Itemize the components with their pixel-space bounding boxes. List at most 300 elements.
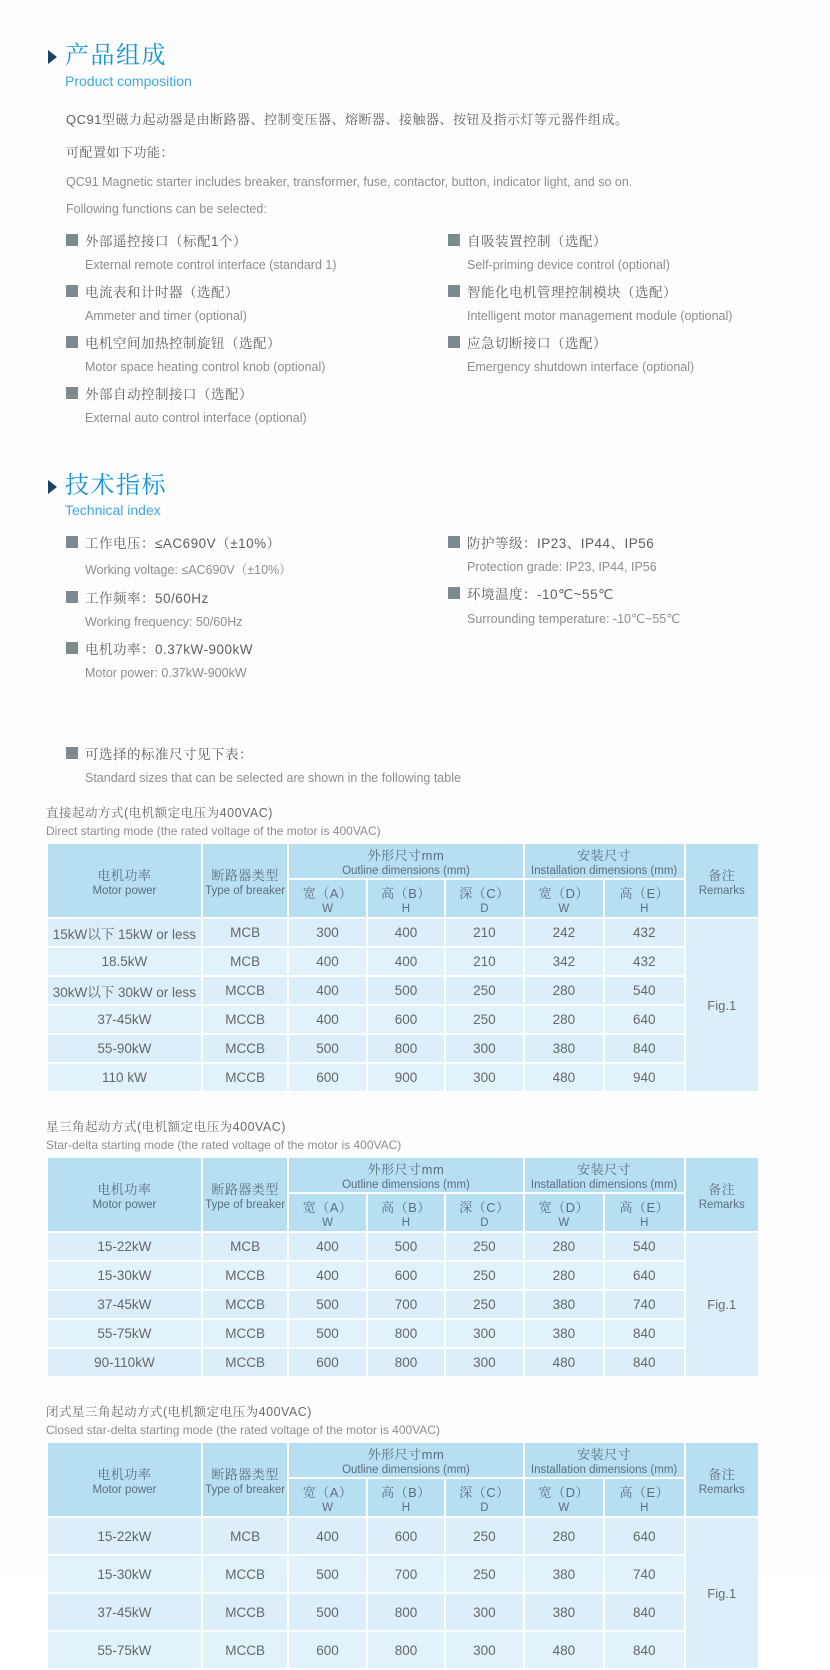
group-installation-dimensions-zh: 安装尺寸 <box>577 848 632 864</box>
cell-dimension: 500 <box>289 1556 365 1592</box>
note-text-en: Standard sizes that can be selected are shown in the following table <box>85 771 461 786</box>
cell-dimension: 600 <box>289 1064 365 1091</box>
subcol-D-en: D <box>480 1216 489 1229</box>
spec-item <box>448 532 830 574</box>
subcol-W-zh: 宽（D） <box>538 1199 590 1215</box>
spec-line-zh <box>66 587 448 607</box>
cell-dimension: 740 <box>605 1556 683 1592</box>
group-outline-dimensions-en: Outline dimensions (mm) <box>342 1179 470 1192</box>
section-arrow-icon <box>48 480 57 494</box>
col-motor-power-zh: 电机功率 <box>97 867 152 883</box>
feature-column-right <box>448 230 830 434</box>
cell-dimension: 500 <box>289 1035 365 1062</box>
cell-breaker-type: MCCB <box>203 1006 287 1033</box>
cell-dimension: 800 <box>368 1594 444 1630</box>
col-breaker-type-en: Type of breaker <box>205 884 286 897</box>
cell-dimension: 300 <box>446 1320 522 1347</box>
bullet-square-icon <box>66 336 78 348</box>
subcol-D-zh: 深（C） <box>459 1484 510 1500</box>
col-remarks-en: Remarks <box>698 1198 745 1211</box>
cell-motor-power: 15kW以下 15kW or less <box>48 919 201 946</box>
col-motor-power-en: Motor power <box>92 1198 157 1211</box>
spec-text-en: Protection grade: IP23, IP44, IP56 <box>467 560 657 575</box>
feature-text-zh: 应急切断接口（选配） <box>467 335 607 351</box>
cell-dimension: 250 <box>446 1518 522 1554</box>
group-installation-dimensions-en: Installation dimensions (mm) <box>530 1179 678 1192</box>
section-title-zh: 产品组成 <box>65 42 167 69</box>
cell-dimension: 250 <box>446 1291 522 1318</box>
intro-paragraph-en: QC91 Magnetic starter includes breaker, transformer, fuse, contactor, button, indicator light, and so on. <box>66 174 633 189</box>
bullet-square-icon <box>66 387 78 399</box>
subcol-H-en: H <box>401 902 411 915</box>
subcol-H-en: H <box>401 1216 411 1229</box>
section-arrow-icon <box>48 50 57 64</box>
col-motor-power-zh: 电机功率 <box>97 1181 152 1197</box>
cell-dimension: 400 <box>289 1518 365 1554</box>
subcol-D <box>446 1194 522 1231</box>
cell-dimension: 250 <box>446 1006 522 1033</box>
feature-text-zh: 自吸装置控制（选配） <box>467 233 607 249</box>
col-motor-power <box>48 1443 201 1516</box>
feature-item <box>448 230 830 272</box>
col-remarks <box>686 1443 758 1516</box>
table-row <box>48 1556 758 1592</box>
spec-text-en: Working voltage: ≤AC690V（±10%） <box>85 563 292 578</box>
group-installation-dimensions <box>525 844 684 878</box>
cell-motor-power: 55-75kW <box>48 1320 201 1347</box>
group-installation-dimensions <box>525 1443 684 1477</box>
col-remarks-zh: 备注 <box>708 1466 736 1482</box>
cell-dimension: 210 <box>446 948 522 975</box>
dimension-table-block <box>46 1117 830 1378</box>
cell-dimension: 540 <box>605 977 683 1004</box>
group-installation-dimensions-zh: 安装尺寸 <box>577 1447 632 1463</box>
feature-line-zh <box>448 281 830 301</box>
cell-motor-power: 90-110kW <box>48 1349 201 1376</box>
subcol-W-en: W <box>558 1501 570 1514</box>
group-installation-dimensions-zh: 安装尺寸 <box>577 1162 632 1178</box>
group-outline-dimensions-en: Outline dimensions (mm) <box>342 1464 470 1477</box>
subcol-W-zh: 宽（D） <box>538 885 590 901</box>
subcol-D <box>446 1479 522 1516</box>
cell-dimension: 380 <box>525 1556 603 1592</box>
col-remarks-zh: 备注 <box>708 1181 736 1197</box>
group-installation-dimensions-en: Installation dimensions (mm) <box>530 865 678 878</box>
cell-dimension: 400 <box>368 919 444 946</box>
cell-motor-power: 15-30kW <box>48 1262 201 1289</box>
subcol-H <box>605 1479 683 1516</box>
spec-text-en: Surrounding temperature: -10℃~55℃ <box>467 612 681 627</box>
table-row <box>48 948 758 975</box>
subcol-W-en: W <box>558 902 570 915</box>
group-installation-dimensions <box>525 1158 684 1192</box>
cell-dimension: 840 <box>605 1632 683 1668</box>
feature-line-zh <box>66 332 448 352</box>
subcol-W-en: W <box>322 1501 333 1514</box>
table-row <box>48 1632 758 1668</box>
cell-dimension: 242 <box>525 919 603 946</box>
feature-text-zh: 智能化电机管理控制模块（选配） <box>467 284 677 300</box>
feature-text-en: Emergency shutdown interface (optional) <box>467 359 695 374</box>
feature-item <box>448 332 830 374</box>
feature-text-zh: 电流表和计时器（选配） <box>85 284 239 300</box>
cell-breaker-type: MCCB <box>203 1064 287 1091</box>
cell-dimension: 400 <box>368 948 444 975</box>
subcol-W-en: W <box>322 902 333 915</box>
col-breaker-type <box>203 844 287 917</box>
cell-motor-power: 30kW以下 30kW or less <box>48 977 201 1004</box>
feature-line-zh <box>66 383 448 403</box>
cell-dimension: 500 <box>368 977 444 1004</box>
cell-motor-power: 15-22kW <box>48 1518 201 1554</box>
bullet-square-icon <box>66 747 78 759</box>
table-row <box>48 1594 758 1630</box>
cell-dimension: 640 <box>605 1006 683 1033</box>
subcol-H-zh: 高（E） <box>619 1199 670 1215</box>
table-row <box>48 919 758 946</box>
cell-dimension: 800 <box>368 1349 444 1376</box>
table-row <box>48 1006 758 1033</box>
feature-columns <box>66 230 830 434</box>
dimension-table-block <box>46 803 830 1093</box>
subcol-W-zh: 宽（A） <box>302 885 353 901</box>
cell-dimension: 600 <box>368 1518 444 1554</box>
bullet-square-icon <box>66 591 78 603</box>
cell-dimension: 400 <box>289 948 365 975</box>
cell-breaker-type: MCB <box>203 919 287 946</box>
cell-dimension: 250 <box>446 1556 522 1592</box>
section-product-composition <box>0 0 830 434</box>
cell-dimension: 480 <box>525 1632 603 1668</box>
spec-line-zh <box>448 532 830 552</box>
feature-text-en: Self-priming device control (optional) <box>467 257 670 272</box>
feature-line-zh <box>448 332 830 352</box>
feature-item <box>66 230 448 272</box>
spec-item <box>66 587 448 629</box>
cell-dimension: 640 <box>605 1262 683 1289</box>
cell-motor-power: 15-22kW <box>48 1233 201 1260</box>
cell-dimension: 250 <box>446 977 522 1004</box>
table-body <box>48 919 758 1091</box>
cell-breaker-type: MCCB <box>203 1262 287 1289</box>
subcol-W <box>525 1194 603 1231</box>
cell-dimension: 840 <box>605 1349 683 1376</box>
cell-motor-power: 55-90kW <box>48 1035 201 1062</box>
subcol-H <box>368 880 444 917</box>
subcol-W <box>525 1479 603 1516</box>
table-body <box>48 1518 758 1668</box>
cell-dimension: 250 <box>446 1233 522 1260</box>
dimension-table <box>46 1441 760 1670</box>
cell-dimension: 600 <box>368 1262 444 1289</box>
feature-item <box>448 281 830 323</box>
subcol-H-zh: 高（E） <box>619 885 670 901</box>
subcol-H <box>605 1194 683 1231</box>
cell-dimension: 432 <box>605 948 683 975</box>
cell-dimension: 380 <box>525 1291 603 1318</box>
subcol-W <box>289 1194 365 1231</box>
section-header <box>48 472 830 519</box>
col-motor-power-en: Motor power <box>92 884 157 897</box>
subcol-H-zh: 高（B） <box>381 1199 431 1215</box>
cell-breaker-type: MCB <box>203 1233 287 1260</box>
table-row <box>48 977 758 1004</box>
bullet-square-icon <box>66 234 78 246</box>
group-outline-dimensions <box>289 844 522 878</box>
feature-text-en: External auto control interface (optional) <box>85 410 307 425</box>
cell-dimension: 640 <box>605 1518 683 1554</box>
cell-breaker-type: MCCB <box>203 1035 287 1062</box>
subcol-W <box>289 880 365 917</box>
cell-breaker-type: MCCB <box>203 1594 287 1630</box>
table-row <box>48 1035 758 1062</box>
cell-remark-figure: Fig.1 <box>686 1518 758 1668</box>
cell-dimension: 342 <box>525 948 603 975</box>
subcol-H-en: H <box>401 1501 411 1514</box>
col-motor-power-zh: 电机功率 <box>97 1466 152 1482</box>
cell-dimension: 900 <box>368 1064 444 1091</box>
subcol-D-zh: 深（C） <box>459 885 510 901</box>
col-breaker-type <box>203 1443 287 1516</box>
feature-column-left <box>66 230 448 434</box>
cell-dimension: 280 <box>525 1518 603 1554</box>
dimension-table <box>46 1156 760 1378</box>
section-header <box>48 42 830 89</box>
subcol-W <box>525 880 603 917</box>
cell-dimension: 300 <box>446 1035 522 1062</box>
col-breaker-type-en: Type of breaker <box>205 1483 286 1496</box>
cell-dimension: 400 <box>289 1006 365 1033</box>
table-row <box>48 1320 758 1347</box>
spec-text-zh: 工作频率：50/60Hz <box>85 591 209 607</box>
feature-item <box>66 383 448 425</box>
cell-breaker-type: MCCB <box>203 977 287 1004</box>
cell-dimension: 800 <box>368 1632 444 1668</box>
col-breaker-type-zh: 断路器类型 <box>211 1466 279 1482</box>
cell-dimension: 300 <box>446 1632 522 1668</box>
cell-dimension: 300 <box>446 1594 522 1630</box>
col-breaker-type-en: Type of breaker <box>205 1198 286 1211</box>
table-caption-en: Direct starting mode (the rated voltage of the motor is 400VAC) <box>46 824 381 839</box>
col-breaker-type-zh: 断路器类型 <box>211 1181 279 1197</box>
group-outline-dimensions-zh: 外形尺寸mm <box>367 848 445 864</box>
spec-column-left <box>66 532 448 689</box>
subcol-H-en: H <box>640 1216 649 1229</box>
dimension-tables-area <box>0 803 830 1670</box>
cell-dimension: 380 <box>525 1594 603 1630</box>
cell-dimension: 400 <box>289 1233 365 1260</box>
table-head <box>48 844 758 917</box>
bullet-square-icon <box>448 285 460 297</box>
subcol-H <box>368 1194 444 1231</box>
section-title-group <box>65 472 167 519</box>
section-title-group <box>65 42 192 89</box>
cell-breaker-type: MCCB <box>203 1632 287 1668</box>
bullet-square-icon <box>448 536 460 548</box>
cell-dimension: 210 <box>446 919 522 946</box>
standard-sizes-note <box>66 743 830 785</box>
spec-text-zh: 电机功率：0.37kW-900kW <box>85 642 254 658</box>
subcol-D-zh: 深（C） <box>459 1199 510 1215</box>
cell-dimension: 500 <box>289 1594 365 1630</box>
cell-dimension: 380 <box>525 1035 603 1062</box>
cell-motor-power: 37-45kW <box>48 1594 201 1630</box>
col-motor-power <box>48 844 201 917</box>
cell-dimension: 840 <box>605 1320 683 1347</box>
feature-item <box>66 281 448 323</box>
spec-item <box>66 638 448 680</box>
cell-breaker-type: MCCB <box>203 1320 287 1347</box>
intro-paragraph-en: Following functions can be selected: <box>66 201 267 216</box>
table-row <box>48 1518 758 1554</box>
spec-column-right <box>448 532 830 689</box>
note-line-zh <box>66 743 830 763</box>
group-outline-dimensions-en: Outline dimensions (mm) <box>342 865 470 878</box>
bullet-square-icon <box>448 587 460 599</box>
table-row <box>48 1233 758 1260</box>
table-row <box>48 1349 758 1376</box>
subcol-W-en: W <box>322 1216 333 1229</box>
col-motor-power-en: Motor power <box>92 1483 157 1496</box>
cell-dimension: 480 <box>525 1064 603 1091</box>
header-row-groups <box>48 844 758 878</box>
cell-motor-power: 37-45kW <box>48 1291 201 1318</box>
cell-motor-power: 37-45kW <box>48 1006 201 1033</box>
intro-paragraphs <box>66 109 830 216</box>
cell-dimension: 300 <box>446 1349 522 1376</box>
feature-text-en: External remote control interface (standard 1) <box>85 257 337 272</box>
feature-text-en: Intelligent motor management module (optional) <box>467 308 733 323</box>
col-remarks-zh: 备注 <box>708 867 736 883</box>
bullet-square-icon <box>66 285 78 297</box>
bullet-square-icon <box>448 336 460 348</box>
feature-line-zh <box>448 230 830 250</box>
intro-paragraph-zh: QC91型磁力起动器是由断路器、控制变压器、熔断器、接触器、按钮及指示灯等元器件组成。 <box>66 111 629 127</box>
cell-motor-power: 55-75kW <box>48 1632 201 1668</box>
cell-dimension: 400 <box>289 1262 365 1289</box>
cell-dimension: 500 <box>289 1320 365 1347</box>
group-outline-dimensions <box>289 1443 522 1477</box>
col-remarks <box>686 1158 758 1231</box>
cell-dimension: 840 <box>605 1035 683 1062</box>
table-row <box>48 1291 758 1318</box>
cell-dimension: 600 <box>368 1006 444 1033</box>
cell-motor-power: 15-30kW <box>48 1556 201 1592</box>
cell-dimension: 600 <box>289 1632 365 1668</box>
cell-dimension: 480 <box>525 1349 603 1376</box>
cell-breaker-type: MCB <box>203 1518 287 1554</box>
subcol-W <box>289 1479 365 1516</box>
cell-dimension: 500 <box>289 1291 365 1318</box>
cell-dimension: 280 <box>525 977 603 1004</box>
cell-dimension: 300 <box>289 919 365 946</box>
cell-dimension: 500 <box>368 1233 444 1260</box>
spec-text-zh: 防护等级：IP23、IP44、IP56 <box>467 536 655 552</box>
feature-text-zh: 外部遥控接口（标配1个） <box>85 233 248 249</box>
header-row-groups <box>48 1443 758 1477</box>
col-breaker-type <box>203 1158 287 1231</box>
subcol-W-zh: 宽（A） <box>302 1484 353 1500</box>
table-caption-en: Closed star-delta starting mode (the rated voltage of the motor is 400VAC) <box>46 1423 440 1438</box>
col-motor-power <box>48 1158 201 1231</box>
cell-dimension: 300 <box>446 1064 522 1091</box>
table-head <box>48 1158 758 1231</box>
subcol-H-en: H <box>640 902 649 915</box>
cell-breaker-type: MCCB <box>203 1291 287 1318</box>
col-remarks-en: Remarks <box>698 884 745 897</box>
cell-dimension: 540 <box>605 1233 683 1260</box>
subcol-W-en: W <box>558 1216 570 1229</box>
table-caption-en: Star-delta starting mode (the rated voltage of the motor is 400VAC) <box>46 1138 402 1153</box>
cell-dimension: 800 <box>368 1035 444 1062</box>
subcol-D <box>446 880 522 917</box>
spec-text-zh: 工作电压：≤AC690V（±10%） <box>85 536 281 552</box>
group-outline-dimensions <box>289 1158 522 1192</box>
cell-breaker-type: MCCB <box>203 1349 287 1376</box>
table-head <box>48 1443 758 1516</box>
subcol-H <box>368 1479 444 1516</box>
feature-item <box>66 332 448 374</box>
dimension-table-block <box>46 1402 830 1670</box>
feature-text-en: Motor space heating control knob (optional) <box>85 359 326 374</box>
spec-item <box>66 532 448 578</box>
subcol-H-zh: 高（B） <box>381 885 431 901</box>
section-technical-index <box>0 472 830 690</box>
cell-motor-power: 110 kW <box>48 1064 201 1091</box>
group-outline-dimensions-zh: 外形尺寸mm <box>367 1447 445 1463</box>
cell-remark-figure: Fig.1 <box>686 919 758 1091</box>
feature-line-zh <box>66 281 448 301</box>
bullet-square-icon <box>448 234 460 246</box>
group-installation-dimensions-en: Installation dimensions (mm) <box>530 1464 678 1477</box>
table-body <box>48 1233 758 1376</box>
cell-dimension: 840 <box>605 1594 683 1630</box>
cell-dimension: 280 <box>525 1006 603 1033</box>
cell-dimension: 700 <box>368 1291 444 1318</box>
feature-text-zh: 外部自动控制接口（选配） <box>85 386 253 402</box>
cell-breaker-type: MCB <box>203 948 287 975</box>
col-breaker-type-zh: 断路器类型 <box>211 867 279 883</box>
table-caption-zh: 直接起动方式(电机额定电压为400VAC) <box>46 806 273 821</box>
subcol-D-en: D <box>480 1501 489 1514</box>
spec-text-en: Working frequency: 50/60Hz <box>85 615 243 630</box>
intro-paragraph-zh: 可配置如下功能： <box>66 144 175 160</box>
cell-dimension: 380 <box>525 1320 603 1347</box>
spec-line-zh <box>448 583 830 603</box>
cell-remark-figure: Fig.1 <box>686 1233 758 1376</box>
cell-dimension: 280 <box>525 1262 603 1289</box>
cell-motor-power: 18.5kW <box>48 948 201 975</box>
cell-dimension: 400 <box>289 977 365 1004</box>
section-title-zh: 技术指标 <box>65 471 167 499</box>
dimension-table <box>46 842 760 1093</box>
cell-dimension: 940 <box>605 1064 683 1091</box>
cell-dimension: 432 <box>605 919 683 946</box>
col-remarks <box>686 844 758 917</box>
spec-text-en: Motor power: 0.37kW-900kW <box>85 666 247 681</box>
cell-dimension: 250 <box>446 1262 522 1289</box>
spec-text-zh: 环境温度：-10℃~55℃ <box>467 587 614 603</box>
feature-text-en: Ammeter and timer (optional) <box>85 308 247 323</box>
subcol-H-zh: 高（E） <box>619 1484 670 1500</box>
cell-breaker-type: MCCB <box>203 1556 287 1592</box>
feature-line-zh <box>66 230 448 250</box>
subcol-W-zh: 宽（A） <box>302 1199 353 1215</box>
spec-item <box>448 583 830 626</box>
feature-text-zh: 电机空间加热控制旋钮（选配） <box>85 335 281 351</box>
spec-columns <box>66 532 830 689</box>
section-title-en: Technical index <box>65 502 161 519</box>
